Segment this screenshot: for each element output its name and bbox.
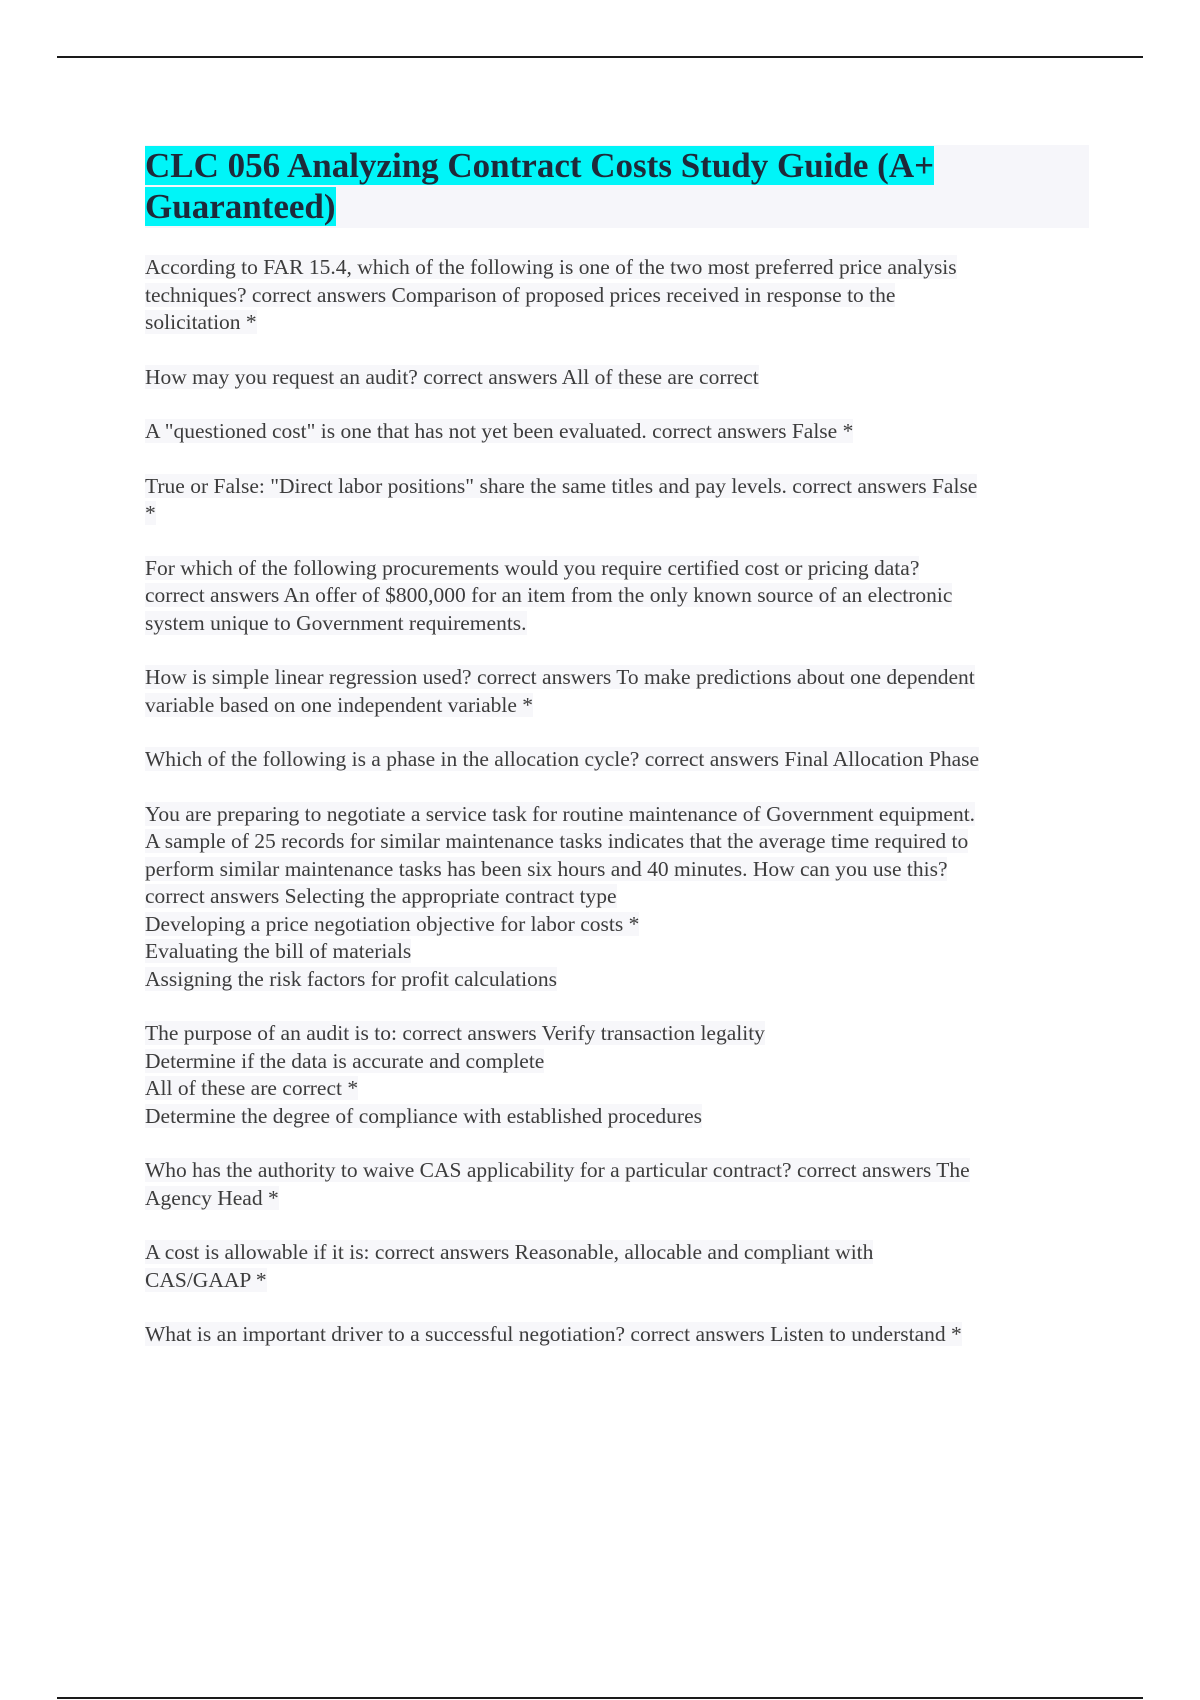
qa-item [145,1321,1089,1349]
qa-line-text: variable based on one independent variable * [145,692,534,717]
qa-line [145,1157,1089,1185]
document-title [145,145,1089,227]
qa-item [145,418,1089,446]
qa-line [145,692,1089,720]
qa-line-text: True or False: "Direct labor positions" share the same titles and pay levels. correct answers False [145,473,978,498]
qa-item [145,801,1089,994]
qa-line [145,473,1089,501]
qa-line-text: techniques? correct answers Comparison of proposed prices received in response to the [145,282,896,307]
document-content [145,145,1089,1376]
qa-item [145,746,1089,774]
title-block [145,145,1089,228]
bottom-rule [57,1697,1143,1699]
qa-line-text: A cost is allowable if it is: correct answers Reasonable, allocable and compliant with [145,1240,874,1264]
top-rule [57,56,1143,58]
qa-line [145,1048,1089,1076]
qa-item [145,555,1089,638]
qa-line [145,555,1089,583]
qa-line-text: correct answers Selecting the appropriate contract type [145,884,617,908]
qa-line [145,610,1089,638]
qa-line-text: Developing a price negotiation objective for labor costs * [145,911,640,936]
qa-item [145,364,1089,392]
qa-line [145,883,1089,911]
qa-line [145,1075,1089,1103]
qa-line-text: Evaluating the bill of materials [145,939,412,963]
qa-line-text: Determine the degree of compliance with established procedures [145,1103,702,1128]
qa-line [145,746,1089,774]
qa-line-text: Which of the following is a phase in the allocation cycle? correct answers Final Allocation Phase [145,747,980,771]
qa-line-text: What is an important driver to a successful negotiation? correct answers Listen to understand * [145,1322,962,1346]
qa-line-text: For which of the following procurements would you require certified cost or pricing data? [145,555,920,580]
qa-line-text: The purpose of an audit is to: correct answers Verify transaction legality [145,1021,765,1045]
qa-line-text: A sample of 25 records for similar maintenance tasks indicates that the average time required to [145,829,969,853]
qa-line [145,418,1089,446]
qa-list [145,254,1089,1349]
qa-line [145,500,1089,528]
qa-line-text: system unique to Government requirements. [145,610,527,635]
qa-line-text: * [145,501,156,525]
qa-line-text: Agency Head * [145,1185,279,1210]
qa-line [145,856,1089,884]
qa-line [145,1321,1089,1349]
qa-line [145,1267,1089,1295]
qa-line-text: correct answers An offer of $800,000 for an item from the only known source of an electronic [145,583,953,607]
title-line-1: CLC 056 Analyzing Contract Costs Study Guide (A+ [145,146,935,185]
qa-item [145,473,1089,528]
qa-line-text: A "questioned cost" is one that has not yet been evaluated. correct answers False * [145,419,854,443]
qa-line-text: How is simple linear regression used? correct answers To make predictions about one dependent [145,665,975,689]
qa-line [145,966,1089,994]
qa-line [145,1103,1089,1131]
qa-line-text: Determine if the data is accurate and complete [145,1048,545,1073]
qa-line [145,1185,1089,1213]
qa-line-text: CAS/GAAP * [145,1267,267,1292]
qa-item [145,254,1089,337]
title-line-2: Guaranteed) [145,187,336,226]
qa-line [145,801,1089,829]
qa-line-text: Who has the authority to waive CAS applicability for a particular contract? correct answers The [145,1158,970,1182]
qa-line [145,254,1089,282]
qa-line [145,582,1089,610]
qa-line-text: solicitation * [145,310,257,334]
qa-line [145,664,1089,692]
qa-line-text: According to FAR 15.4, which of the following is one of the two most preferred price analysis [145,255,957,279]
qa-item [145,1157,1089,1212]
qa-item [145,1239,1089,1294]
qa-line-text: You are preparing to negotiate a service task for routine maintenance of Government equipment. [145,801,976,826]
qa-line-text: How may you request an audit? correct answers All of these are correct [145,364,759,389]
qa-line [145,911,1089,939]
qa-line [145,309,1089,337]
qa-line-text: perform similar maintenance tasks has been six hours and 40 minutes. How can you use this? [145,856,948,881]
qa-line-text: Assigning the risk factors for profit calculations [145,966,557,991]
qa-line [145,1239,1089,1267]
qa-item [145,664,1089,719]
qa-line [145,1020,1089,1048]
qa-line-text: All of these are correct * [145,1076,359,1100]
qa-line [145,828,1089,856]
qa-line [145,938,1089,966]
qa-item [145,1020,1089,1130]
qa-line [145,364,1089,392]
qa-line [145,282,1089,310]
